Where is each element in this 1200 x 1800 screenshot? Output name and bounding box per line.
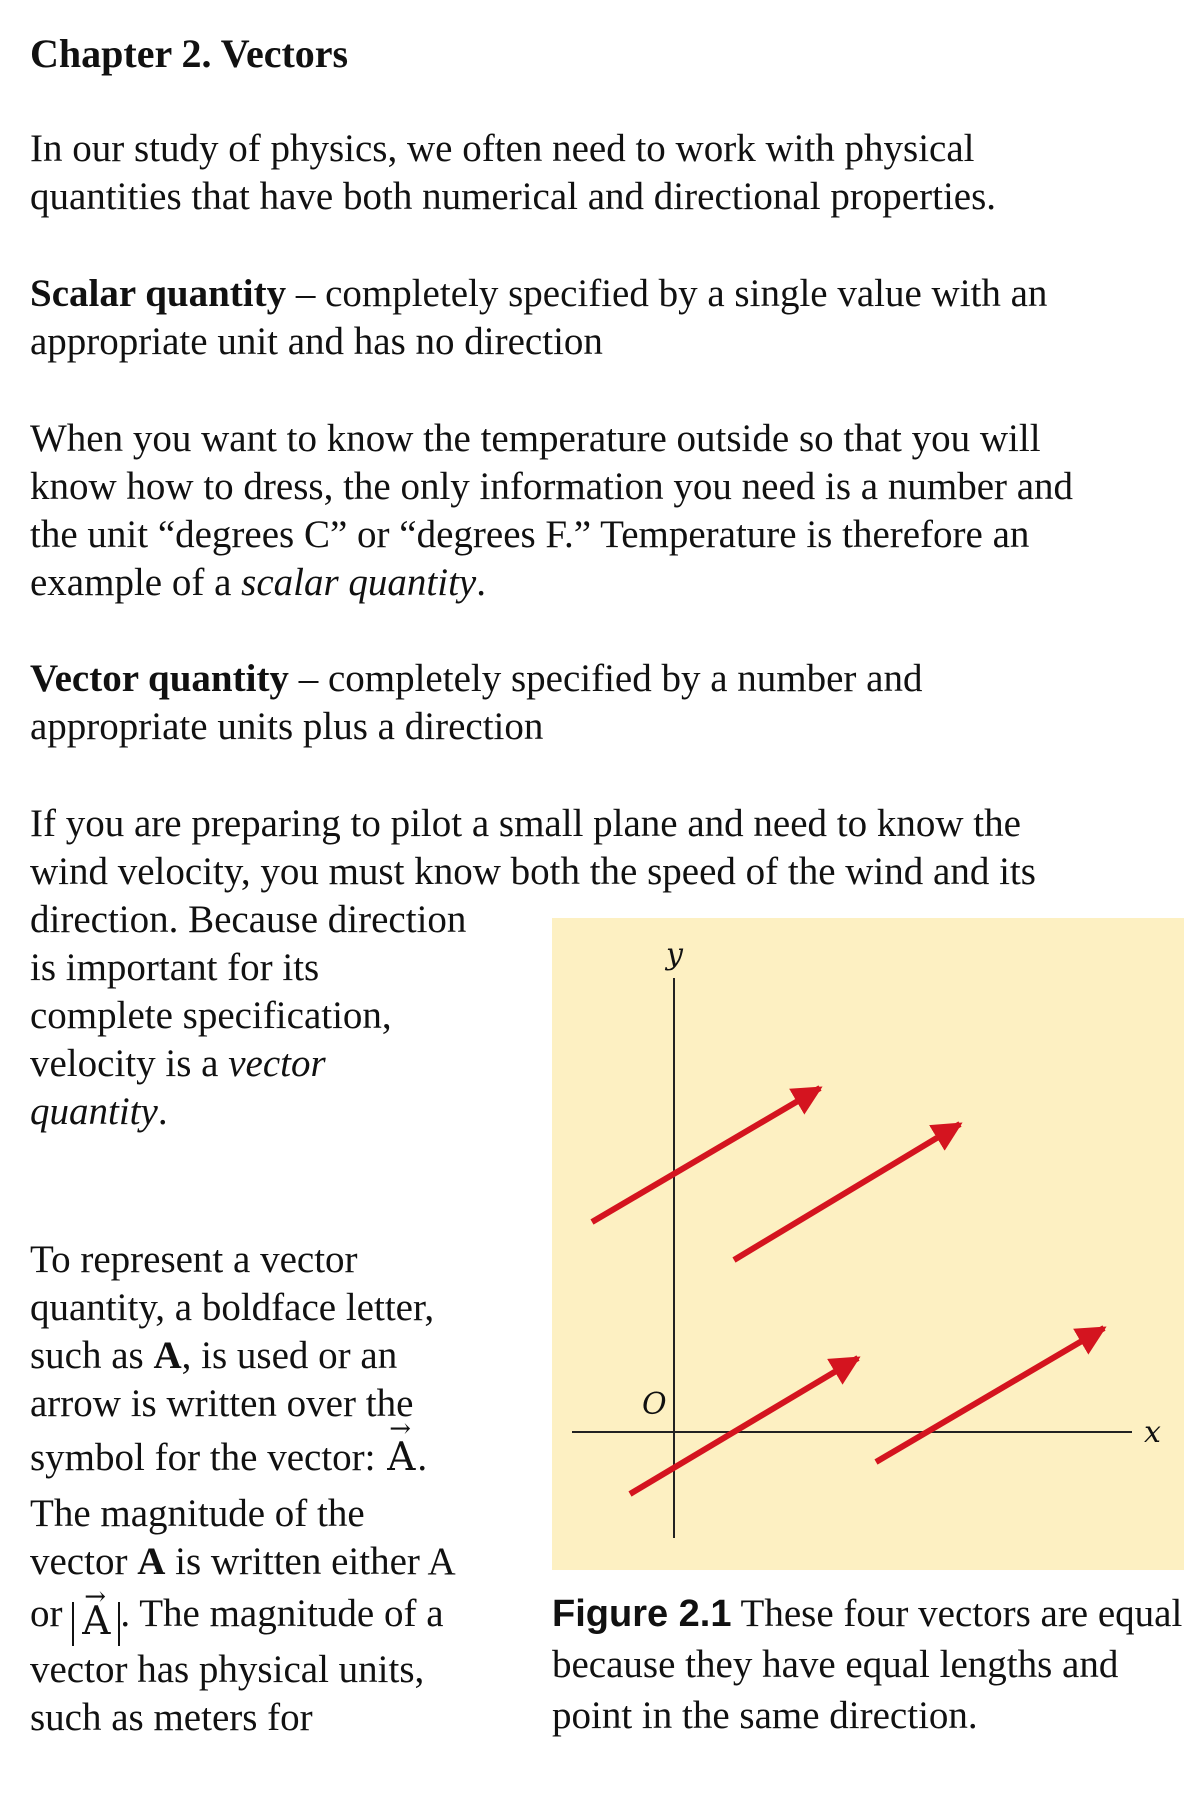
vector-example-col-line-1: direction. Because direction — [30, 898, 467, 941]
scalar-quantity-term: scalar quantity — [241, 561, 477, 604]
scalar-example-line-4: example of a — [30, 561, 242, 604]
quantity-word: quantity — [30, 1090, 158, 1133]
vector-example-col-line-4: velocity is a — [30, 1042, 229, 1085]
scalar-example-line-2: know how to dress, the only information you need is a number and — [30, 465, 1074, 508]
figure-2-1 — [552, 918, 1184, 1570]
representation-line-5: symbol for the vector: — [30, 1436, 386, 1479]
scalar-example-period: . — [476, 561, 486, 604]
vector-definition — [30, 655, 922, 751]
magnitude-vector-symbol: → A — [80, 1602, 112, 1642]
representation-line-6: The magnitude of the — [30, 1492, 365, 1535]
vector-example-col-line-3: complete specification, — [30, 994, 392, 1037]
scalar-example-line-1: When you want to know the temperature outside so that you will — [30, 417, 1041, 460]
bold-a-symbol: A — [153, 1334, 182, 1377]
scalar-term: Scalar quantity — [30, 272, 287, 315]
vector-arrow-3 — [630, 1358, 858, 1494]
scalar-definition-text: – completely specified by a single value with an — [286, 272, 1048, 315]
vector-arrow-4 — [876, 1328, 1104, 1462]
vector-word: vector — [228, 1042, 326, 1085]
representation-line-7-end: is written either A — [165, 1540, 456, 1583]
vector-example-line-1: If you are preparing to pilot a small plane and need to know the — [30, 802, 1021, 845]
scalar-example-paragraph — [30, 415, 1073, 607]
figure-caption — [552, 1588, 1184, 1741]
magnitude-notation — [72, 1599, 120, 1646]
vector-definition-text: – completely specified by a number and — [288, 657, 923, 700]
intro-line-2: quantities that have both numerical and directional properties. — [30, 175, 997, 218]
representation-line-3: such as — [30, 1334, 154, 1377]
y-axis-label: y — [666, 937, 683, 972]
representation-line-4: arrow is written over the — [30, 1382, 414, 1425]
vector-arrow-symbol: → A — [385, 1434, 417, 1482]
intro-paragraph — [30, 125, 996, 221]
vector-example-paragraph — [30, 800, 1036, 896]
vector-term: Vector quantity — [30, 657, 289, 700]
vector-arrow-2 — [734, 1124, 960, 1260]
scalar-definition-line-2: appropriate unit and has no direction — [30, 320, 603, 363]
representation-line-10: such as meters for — [30, 1696, 313, 1739]
x-axis-label: x — [1144, 1415, 1161, 1450]
representation-line-7: vector — [30, 1540, 138, 1583]
representation-line-8-end: . The magnitude of a — [120, 1592, 444, 1635]
scalar-definition — [30, 270, 1047, 366]
figure-caption-label: Figure 2.1 — [552, 1593, 732, 1635]
vector-example-line-2: wind velocity, you must know both the speed of the wind and its — [30, 850, 1036, 893]
bold-a-symbol-2: A — [137, 1540, 166, 1583]
representation-line-9: vector has physical units, — [30, 1648, 425, 1691]
vector-example-period: . — [157, 1090, 168, 1133]
representation-line-2: quantity, a boldface letter, — [30, 1286, 435, 1329]
chapter-heading: Chapter 2. Vectors — [30, 31, 349, 76]
representation-paragraph — [30, 1236, 456, 1742]
representation-line-3-end: , is used or an — [181, 1334, 398, 1377]
representation-line-8: or — [30, 1592, 73, 1635]
vector-example-column — [30, 896, 466, 1136]
representation-line-5-end: . — [417, 1436, 428, 1479]
vector-example-col-line-2: is important for its — [30, 946, 320, 989]
origin-label: O — [642, 1387, 667, 1422]
scalar-example-line-3: the unit “degrees C” or “degrees F.” Temperature is therefore an — [30, 513, 1030, 556]
vector-diagram — [552, 918, 1184, 1570]
figure-caption-text: These four vectors are equal because they have equal lengths and point in the same direction. — [552, 1592, 1183, 1737]
vector-definition-line-2: appropriate units plus a direction — [30, 705, 544, 748]
representation-line-1: To represent a vector — [30, 1238, 358, 1281]
intro-line-1: In our study of physics, we often need to work with physical — [30, 127, 975, 170]
vector-arrow-1 — [592, 1088, 820, 1222]
